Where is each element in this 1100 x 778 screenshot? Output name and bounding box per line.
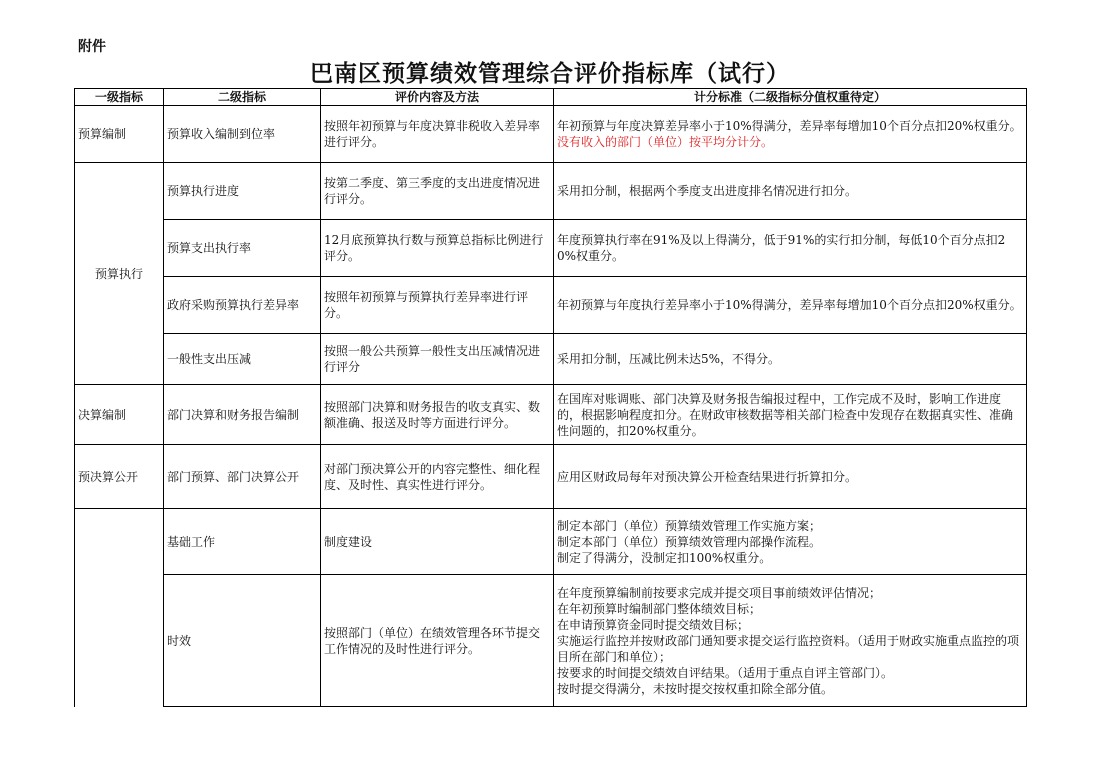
standard-line: 按要求的时间提交绩效自评结果。（适用于重点自评主管部门）。 — [557, 665, 894, 680]
standard-cell: 采用扣分制，根据两个季度支出进度排名情况进行扣分。 — [554, 163, 1027, 220]
content-cell: 按照部门决算和财务报告的收支真实、数额准确、报送及时等方面进行评分。 — [321, 385, 554, 445]
standard-cell: 应用区财政局每年对预决算公开检查结果进行折算扣分。 — [554, 445, 1027, 509]
level1-budget-preparation: 预算编制 — [75, 106, 164, 163]
table-row — [75, 445, 1027, 509]
level2-cell: 预算收入编制到位率 — [164, 106, 321, 163]
standard-line: 制定本部门（单位）预算绩效管理工作实施方案； — [557, 518, 822, 533]
header-standard: 计分标准（二级指标分值权重待定） — [554, 89, 1027, 106]
level2-cell: 部门决算和财务报告编制 — [164, 385, 321, 445]
standard-note-red: 没有收入的部门（单位）按平均分计分。 — [557, 135, 774, 149]
standard-cell — [554, 575, 1027, 707]
standard-line: 制定本部门（单位）预算绩效管理内部操作流程。 — [557, 534, 822, 549]
content-cell: 按照一般公共预算一般性支出压减情况进行评分 — [321, 334, 554, 385]
standard-line: 在年初预算时编制部门整体绩效目标； — [557, 601, 762, 616]
table-row — [75, 334, 1027, 385]
content-cell: 12月底预算执行数与预算总指标比例进行评分。 — [321, 220, 554, 277]
page-title: 巴南区预算绩效管理综合评价指标库（试行） — [310, 60, 790, 87]
standard-cell: 年初预算与年度执行差异率小于10%得满分，差异率每增加10个百分点扣20%权重分。 — [554, 277, 1027, 334]
header-row — [75, 89, 1027, 106]
level1-disclosure: 预决算公开 — [75, 445, 164, 509]
table-row — [75, 385, 1027, 445]
content-cell: 按照年初预算与预算执行差异率进行评分。 — [321, 277, 554, 334]
standard-cell: 采用扣分制，压减比例未达5%，不得分。 — [554, 334, 1027, 385]
level2-cell: 预算支出执行率 — [164, 220, 321, 277]
standard-cell — [554, 106, 1027, 163]
standard-cell — [554, 509, 1027, 575]
content-cell: 对部门预决算公开的内容完整性、细化程度、及时性、真实性进行评分。 — [321, 445, 554, 509]
level2-cell: 基础工作 — [164, 509, 321, 575]
indicator-table — [74, 88, 1027, 707]
standard-line: 按时提交得满分，未按时提交按权重扣除全部分值。 — [557, 681, 834, 696]
content-cell: 制度建设 — [321, 509, 554, 575]
level2-cell: 预算执行进度 — [164, 163, 321, 220]
standard-text: 年初预算与年度决算差异率小于10%得满分，差异率每增加10个百分点扣20%权重分。 — [557, 119, 1022, 133]
standard-line: 实施运行监控并按财政部门通知要求提交运行监控资料。（适用于财政实施重点监控的项目所在部门和单位）； — [557, 633, 1020, 664]
header-content: 评价内容及方法 — [321, 89, 554, 106]
level2-cell: 政府采购预算执行差异率 — [164, 277, 321, 334]
header-level1: 一级指标 — [75, 89, 164, 106]
level2-cell: 一般性支出压减 — [164, 334, 321, 385]
content-cell: 按照年初预算与年度决算非税收入差异率进行评分。 — [321, 106, 554, 163]
level2-cell: 时效 — [164, 575, 321, 707]
table-row — [75, 575, 1027, 707]
level1-budget-execution: 预算执行 — [75, 163, 164, 385]
table-row — [75, 220, 1027, 277]
level2-cell: 部门预算、部门决算公开 — [164, 445, 321, 509]
standard-line: 在年度预算编制前按要求完成并提交项目事前绩效评估情况； — [557, 585, 882, 600]
standard-line: 在申请预算资金同时提交绩效目标； — [557, 617, 750, 632]
table-row — [75, 163, 1027, 220]
attachment-label: 附件 — [78, 39, 106, 55]
level1-empty — [75, 509, 164, 707]
header-level2: 二级指标 — [164, 89, 321, 106]
table-row — [75, 106, 1027, 163]
standard-cell: 年度预算执行率在91%及以上得满分，低于91%的实行扣分制，每低10个百分点扣20%权重分。 — [554, 220, 1027, 277]
level1-final-accounts: 决算编制 — [75, 385, 164, 445]
content-cell: 按第二季度、第三季度的支出进度情况进行评分。 — [321, 163, 554, 220]
table-row — [75, 277, 1027, 334]
standard-line: 制定了得满分，没制定扣100%权重分。 — [557, 550, 772, 565]
standard-cell: 在国库对账调账、部门决算及财务报告编报过程中，工作完成不及时，影响工作进度的，根据影响程度扣分。在财政审核数据等相关部门检查中发现存在数据真实性、准确性问题的，扣20%权重分。 — [554, 385, 1027, 445]
table-row — [75, 509, 1027, 575]
content-cell: 按照部门（单位）在绩效管理各环节提交工作情况的及时性进行评分。 — [321, 575, 554, 707]
